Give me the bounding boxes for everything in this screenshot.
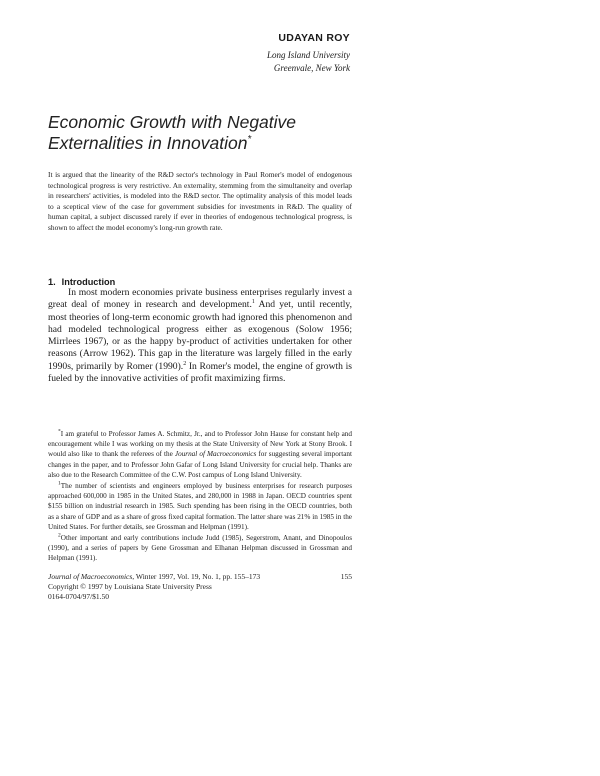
abstract: It is argued that the linearity of the R&D sector's technology in Paul Romer's model of endogenous technological progress is very restrictive. An externality, stemming from the simultaneity and overlap in researchers' activities, is modeled into the R&D sector. The optimality analysis of this model leads to a sceptical view of the case for government subsidies for investments in R&D. The quality of human capital, a subject discussed rarely if ever in theories of endogenous technological progress, is shown to affect the model economy's long-run growth rate. <box>48 170 352 232</box>
journal-citation <box>48 572 260 582</box>
footnote-1-marker: 1 <box>58 480 61 487</box>
body-paragraph <box>48 287 352 385</box>
title-line-1: Economic Growth with Negative <box>48 112 297 132</box>
body-segment-3: In Romer's model, the engine of growth is fueled by the innovative activities of profit maximizing firms. <box>48 360 352 385</box>
footnote-2 <box>48 533 352 564</box>
footnote-star-text-a: I am grateful to Professor James A. Schmitz, Jr., and to Professor John Hause for constant help and encouragement while I was working on my thesis at the State University of New York at Stony Brook. I would also like to thank the referees of the <box>48 430 352 459</box>
footnotes <box>48 429 352 565</box>
footnote-acknowledgment <box>48 429 352 480</box>
footnote-1-text: The number of scientists and engineers employed by business enterprises for research purposes approached 600,000 in 1985 in the United States, and 280,000 in 1988 in Japan. OECD countries spent $155 billion on industrial research in 1985. Such spending has been rising in the OECD countries, both as a share of GDP and as a share of gross fixed capital formation. The latter share was 21% in 1985 in the United States. For further details, see Grossman and Helpman (1991). <box>48 482 352 531</box>
journal-footer <box>48 572 352 601</box>
title-footnote-marker: * <box>247 134 252 146</box>
footnote-star-journal: Journal of Macroeconomics <box>174 450 257 459</box>
journal-citation-row <box>48 572 352 582</box>
footnote-ref-2[interactable]: 2 <box>183 360 187 367</box>
paper-title <box>48 112 368 154</box>
introduction-body <box>48 287 352 385</box>
journal-details: , Winter 1997, Vol. 19, No. 1, pp. 155–173 <box>132 572 261 581</box>
section-heading <box>48 277 115 287</box>
footnote-star-marker: * <box>58 428 61 435</box>
author-affiliation <box>50 49 350 75</box>
copyright-line: Copyright © 1997 by Louisiana State University Press <box>48 581 212 591</box>
footnote-2-text: Other important and early contributions include Judd (1985), Segerstrom, Anant, and Dinopoulos (1990), and a series of papers by Gene Grossman and Elhanan Helpman discussed in Grossman and Helpman (1991). <box>48 534 352 563</box>
author-name: UDAYAN ROY <box>278 32 350 44</box>
journal-name: Journal of Macroeconomics <box>48 572 133 581</box>
footnote-ref-1[interactable]: 1 <box>251 299 255 306</box>
author-block <box>50 32 350 75</box>
issn-line: 0164-0704/97/$1.50 <box>48 591 110 601</box>
footnote-2-marker: 2 <box>58 532 61 539</box>
affiliation-university: Long Island University <box>267 50 350 60</box>
affiliation-location: Greenvale, New York <box>273 63 350 73</box>
section-title: Introduction <box>61 277 116 287</box>
footnote-1 <box>48 481 352 532</box>
body-segment-1: In most modern economies private business enterprises regularly invest a great deal of money in research and development. <box>48 287 352 311</box>
footnote-star-text-b: for suggesting several important changes in the paper, and to Professor John Gafar of Long Island University for crucial help. Thanks are also due to the Research Committee of the C.W. Post campus of Long Island University. <box>48 450 352 479</box>
section-number: 1. <box>48 277 56 287</box>
body-segment-2: And yet, until recently, most theories of long-term economic growth had ignored this phenomenon and had modeled technological progress either as exogenous (Solow 1956; Mirrlees 1967), or as the happy by-product of activities undertaken for other reasons (Arrow 1962). This gap in the literature was largely filled in the early 1990s, primarily by Romer (1990). <box>48 299 352 372</box>
page-number: 155 <box>340 572 352 581</box>
title-line-2-text: Externalities in Innovation <box>48 133 248 153</box>
title-line-2 <box>48 133 368 154</box>
